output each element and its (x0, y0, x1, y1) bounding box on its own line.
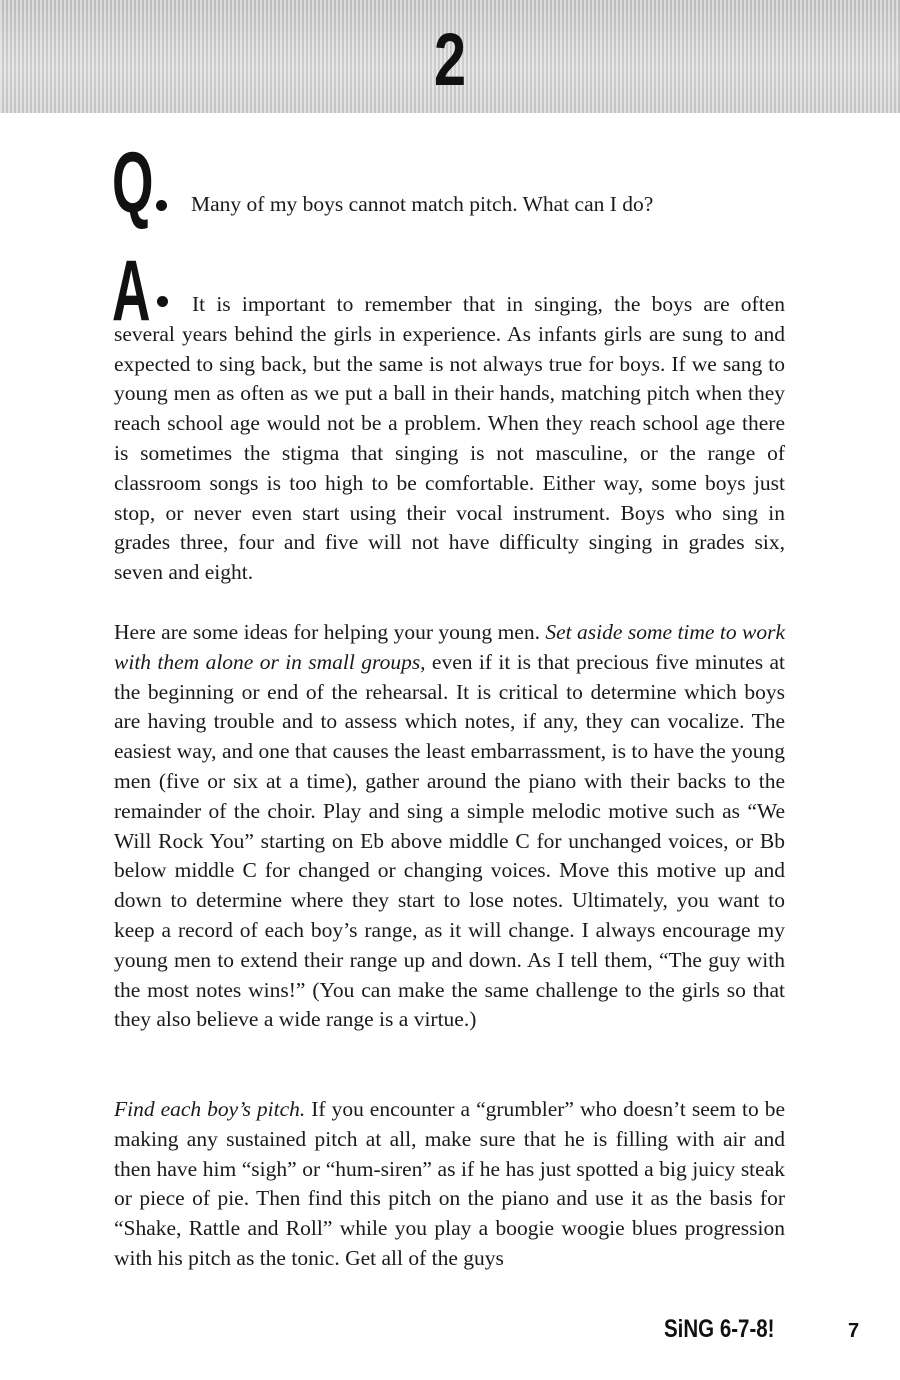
para2-italic-phrase: Set aside some time to work with them alone or in small groups, (114, 620, 785, 674)
para2-rest: even if it is that precious five minutes at the beginning or end of the rehearsal. It is critical to determine which boys are having trouble and to assess which notes, if any, they can vocalize. The easiest way, and one that causes the least embarrassment, is to have the young men (five or six at a time), gather around the piano with their backs to the remainder of the choir. Play and sing a simple melodic motive such as “We Will Rock You” starting on Eb above middle C for unchanged voices, or Bb below middle C for changed or changing voices. Move this motive up and down to determine where they start to lose notes. Ultimately, you want to keep a record of each boy’s range, as it will change. I always encourage my young men to extend their range up and down. As I tell them, “The guy with the most notes wins!” (You can make the same challenge to the girls so that they also believe a wide range is a virtue.) (114, 649, 785, 1032)
question-text: Many of my boys cannot match pitch. What can I do? (191, 192, 654, 216)
question-marker-dot (156, 200, 167, 211)
answer-paragraph-1: It is important to remember that in singing, the boys are often several years behind the girls in experience. As infants girls are sung to and expected to sing back, but the same is not always true for boys. If we sang to young men as often as we put a ball in their hands, matching pitch when they reach school age would not be a problem. When they reach school age there is sometimes the stigma that singing is not masculine, or the range of classroom songs is too high to be comfortable. Either way, some boys just stop, or never even start using their vocal instrument. Boys who sing in grades three, four and five will not have difficulty singing in grades six, seven and eight. (114, 292, 785, 585)
answer-paragraph-3 (114, 1095, 785, 1274)
answer-paragraph-2 (114, 618, 785, 1035)
chapter-number: 2 (433, 18, 467, 101)
question-marker: Q (112, 135, 154, 231)
answer-marker: A (112, 243, 151, 339)
para2-lead: Here are some ideas for helping your young men. (114, 620, 546, 644)
footer-book-title: SiNG 6-7-8! (664, 1315, 775, 1343)
para3-rest: If you encounter a “grumbler” who doesn’t seem to be making any sustained pitch at all, make sure that he is filling with air and then have him “sigh” or “hum-siren” as if he has just spotted a big juicy steak or piece of pie. Then find this pitch on the piano and use it as the basis for “Shake, Rattle and Roll” while you play a boogie woogie blues progression with his pitch as the tonic. Get all of the guys (114, 1097, 785, 1270)
page-number: 7 (848, 1320, 860, 1342)
para3-italic-phrase: Find each boy’s pitch. (114, 1097, 306, 1121)
